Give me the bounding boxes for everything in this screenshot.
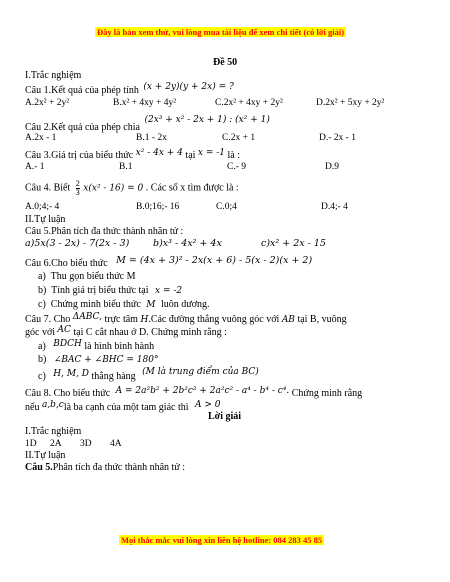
question-1: Câu 1.Kết quả của phép tính (x + 2y)(y + 2x) = ?: [25, 82, 234, 96]
answer-1: 1D: [25, 439, 37, 449]
q5-part-a: a)5x(3 - 2x) - 7(2x - 3): [25, 238, 130, 249]
q7-item-a: a) BDCH là hình bình hành: [38, 339, 155, 352]
q6-item-a: a) Thu gọn biểu thức M: [38, 271, 136, 282]
q6-item-b: b) Tính giá trị biểu thức tại x = -2: [38, 285, 183, 296]
question-6: Câu 6.Cho biểu thức M = (4x + 3)² - 2x(x + 6) - 5(x - 2)(x + 2): [25, 255, 313, 269]
question-3-options: [25, 162, 435, 174]
solution-title: Lời giải: [208, 411, 242, 422]
question-5-parts: [25, 238, 435, 250]
q2-option-d: D.- 2x - 1: [319, 133, 356, 143]
solution-section-multiple-choice: I.Trắc nghiệm: [25, 426, 82, 437]
answer-4: 4A: [110, 439, 122, 449]
q3-option-c: C.- 9: [227, 162, 246, 172]
question-3: Câu 3.Giá trị của biểu thức x² - 4x + 4 tại x = -1 là :: [25, 148, 241, 161]
answer-list: [25, 438, 435, 450]
question-2: Câu 2.Kết quả của phép chia (2x³ + x² - 2x + 1) : (x² + 1): [25, 115, 270, 133]
q2-option-b: B.1 - 2x: [136, 133, 167, 143]
q5-part-c: c)x² + 2x - 15: [261, 238, 326, 249]
q2-option-a: A.2x - 1: [25, 133, 57, 143]
solution-question-5: Câu 5.Phân tích đa thức thành nhân tử :: [25, 462, 185, 473]
answer-2: 2A: [50, 439, 62, 449]
question-8-line-2: nếu a,b,clà ba cạnh của một tam giác thì A > 0: [25, 400, 221, 413]
q4-option-b: B.0;16;- 16: [136, 202, 180, 212]
answer-3: 3D: [80, 439, 92, 449]
q1-option-d: D.2x² + 5xy + 2y²: [316, 98, 385, 108]
q1-option-c: C.2x² + 4xy + 2y²: [215, 98, 283, 108]
question-4-expression: x(x² - 16) = 0: [83, 183, 144, 194]
question-2-options: [25, 133, 435, 145]
q3-option-a: A.- 1: [25, 162, 45, 172]
q5-part-b: b)x³ - 4x² + 4x: [153, 238, 222, 249]
section-essay: II.Tự luận: [25, 214, 66, 225]
q3-option-d: D.9: [325, 162, 339, 172]
question-8: Câu 8. Cho biểu thức A = 2a²b² + 2b²c² + 2a²c² - a⁴ - b⁴ - c⁴. Chứng minh rằng: [25, 386, 363, 399]
solution-section-essay: II.Tự luận: [25, 450, 66, 461]
question-5: Câu 5.Phân tích đa thức thành nhân tử :: [25, 226, 184, 237]
exam-title: Đề 50: [213, 57, 238, 68]
question-2-expression: (2x³ + x² - 2x + 1) : (x² + 1): [144, 115, 270, 125]
q1-option-b: B.x² + 4xy + 4y²: [113, 98, 177, 108]
q1-option-a: A.2x² + 2y²: [25, 98, 70, 108]
question-3-condition: x = -1: [197, 148, 226, 158]
q7-item-c: c) H, M, D thẳng hàng (M là trung điểm của BC): [38, 367, 259, 382]
top-banner: Đây là bản xem thử, vui lòng mua tài liệu để xem chi tiết (có lời giải): [97, 27, 345, 37]
question-1-options: [25, 98, 435, 110]
question-1-expression: (x + 2y)(y + 2x) = ?: [143, 82, 234, 92]
question-3-expression: x² - 4x + 4: [135, 148, 183, 158]
q4-option-d: D.4;- 4: [321, 202, 348, 212]
q6-item-c: c) Chứng minh biểu thức M luôn dương.: [38, 299, 210, 310]
question-4-fraction: $\frac{2}{3}$: [75, 179, 80, 197]
q4-option-c: C.0;4: [216, 202, 237, 212]
bottom-banner: Mọi thắc mắc vui lòng xin liên hệ hotline: 084 283 45 85: [121, 535, 323, 545]
question-4-options: [25, 202, 435, 214]
q7-item-b: b) ∠BAC + ∠BHC = 180°: [38, 354, 159, 365]
question-7-line-2: góc với AC tại C cắt nhau ở D. Chứng minh rằng :: [25, 325, 227, 338]
q4-option-a: A.0;4;- 4: [25, 202, 60, 212]
question-6-expression: M = (4x + 3)² - 2x(x + 6) - 5(x - 2)(x + 2): [116, 255, 313, 266]
section-multiple-choice: I.Trắc nghiệm: [25, 70, 82, 81]
question-4: Câu 4. Biết $\frac{2}{3}$ x(x² - 16) = 0 . Các số x tìm được là :: [25, 179, 239, 197]
q3-option-b: B.1: [119, 162, 133, 172]
q2-option-c: C.2x + 1: [222, 133, 256, 143]
question-7: Câu 7. Cho ΔABC, trực tâm H.Các đường thẳng vuông góc với AB tại B, vuông: [25, 312, 347, 325]
